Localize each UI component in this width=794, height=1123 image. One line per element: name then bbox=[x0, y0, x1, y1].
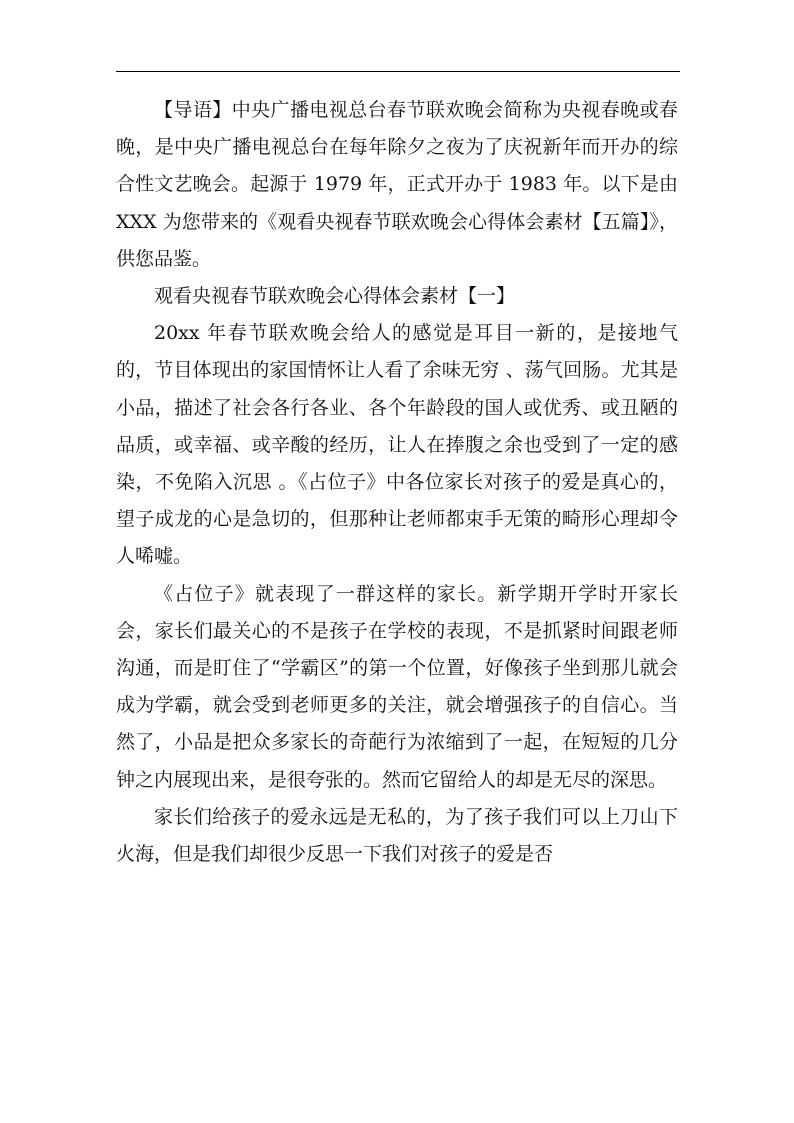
body-paragraph: 《占位子》就表现了一群这样的家长。新学期开学时开家长会，家长们最关心的不是孩子在学校的表现，不是抓紧时间跟老师沟通，而是盯住了“学霸区”的第一个位置，好像孩子坐到那儿就会成为学霸，就会受到老师更多的关注，就会增强孩子的自信心。当然了，小品是把众多家长的奇葩行为浓缩到了一起，在短短的几分钟之内展现出来，是很夸张的。然而它留给人的却是无尽的深思。 bbox=[116, 582, 678, 791]
body-paragraph: 20xx 年春节联欢晚会给人的感觉是耳目一新的，是接地气的，节目体现出的家国情怀让人看了余味无穷 、荡气回肠。尤其是小品，描述了社会各行各业、各个年龄段的国人或优秀、或丑陋的品质，或幸福、或辛酸的经历，让人在捧腹之余也受到了一定的感染，不免陷入沉思 。《占位子》中各位家长对孩子的爱是真心的，望子成龙的心是急切的，但那种让老师都束手无策的畸形心理却令人唏嘘。 bbox=[116, 322, 678, 568]
intro-paragraph: 【导语】中央广播电视总台春节联欢晚会简称为央视春晚或春晚，是中央广播电视总台在每年除夕之夜为了庆祝新年而开办的综合性文艺晚会。起源于 1979 年，正式开办于 1983 年。以下是由 XXX 为您带来的《观看央视春节联欢晚会心得体会素材【五篇】》，供您品鉴。 bbox=[116, 99, 678, 270]
document-body bbox=[116, 92, 678, 873]
section-heading: 观看央视春节联欢晚会心得体会素材【一】 bbox=[154, 285, 516, 308]
body-paragraph: 家长们给孩子的爱永远是无私的，为了孩子我们可以上刀山下火海，但是我们却很少反思一下我们对孩子的爱是否 bbox=[116, 805, 678, 866]
header-rule bbox=[116, 71, 680, 72]
